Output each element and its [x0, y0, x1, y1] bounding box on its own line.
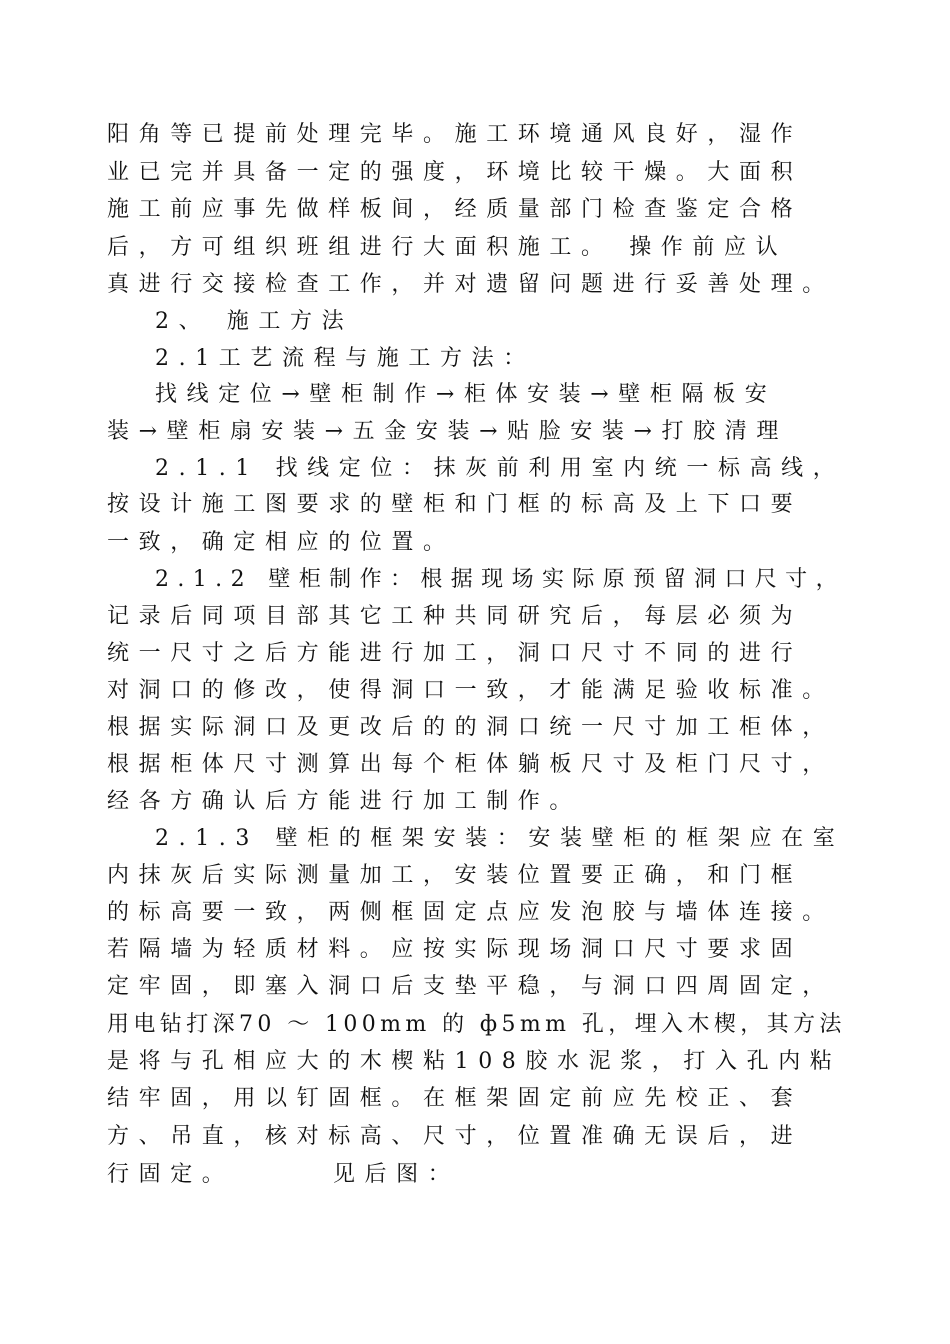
text-line: 经各方确认后方能进行加工制作。 [107, 789, 582, 814]
text-line: 统一尺寸之后方能进行加工，洞口尺寸不同的进行 [107, 641, 803, 666]
text-line: 根据柜体尺寸测算出每个柜体躺板尺寸及柜门尺寸， [107, 752, 834, 777]
text-line: 用电钻打深70 ～ 100mm 的 ф5mm 孔，埋入木楔，其方法 [107, 1012, 846, 1037]
section-heading: 2、 施工方法 [155, 309, 354, 334]
text-line: 若隔墙为轻质材料。应按实际现场洞口尺寸要求固 [107, 937, 803, 962]
text-line: 一致，确定相应的位置。 [107, 530, 455, 555]
process-flow-line: 装→壁柜扇安装→五金安装→贴脸安装→打胶清理 [107, 419, 788, 444]
text-line: 的标高要一致，两侧框固定点应发泡胶与墙体连接。 [107, 900, 834, 925]
text-line: 根据实际洞口及更改后的的洞口统一尺寸加工柜体， [107, 715, 834, 740]
text-line: 业已完并具备一定的强度，环境比较干燥。大面积 [107, 160, 803, 185]
paragraph-start: 2.1.3 壁柜的框架安装：安装壁柜的框架应在室 [155, 826, 845, 851]
text-line: 方、吊直，核对标高、尺寸，位置准确无误后，进 [107, 1124, 803, 1149]
text-line: 后，方可组织班组进行大面积施工。 操作前应认 [107, 235, 788, 260]
text-line: 真进行交接检查工作，并对遗留问题进行妥善处理。 [107, 272, 834, 297]
process-flow-line: 找线定位→壁柜制作→柜体安装→壁柜隔板安 [155, 382, 777, 407]
text-line: 结牢固，用以钉固框。在框架固定前应先校正、套 [107, 1086, 803, 1111]
text-line: 内抹灰后实际测量加工，安装位置要正确，和门框 [107, 863, 803, 888]
text-line: 定牢固，即塞入洞口后支垫平稳，与洞口四周固定， [107, 974, 834, 999]
paragraph-start: 2.1.2 壁柜制作：根据现场实际原预留洞口尺寸， [155, 567, 846, 592]
text-line: 记录后同项目部其它工种共同研究后，每层必须为 [107, 604, 803, 629]
text-line: 对洞口的修改，使得洞口一致，才能满足验收标准。 [107, 678, 834, 703]
text-line: 行固定。 见后图： [107, 1162, 460, 1187]
text-line: 是将与孔相应大的木楔粘108胶水泥浆，打入孔内粘 [107, 1049, 842, 1074]
subsection-heading: 2.1工艺流程与施工方法： [155, 346, 535, 371]
text-line: 施工前应事先做样板间，经质量部门检查鉴定合格 [107, 197, 803, 222]
paragraph-start: 2.1.1 找线定位：抹灰前利用室内统一标高线， [155, 456, 845, 481]
text-line: 阳角等已提前处理完毕。施工环境通风良好，湿作 [107, 122, 803, 147]
text-line: 按设计施工图要求的壁柜和门框的标高及上下口要 [107, 492, 803, 517]
